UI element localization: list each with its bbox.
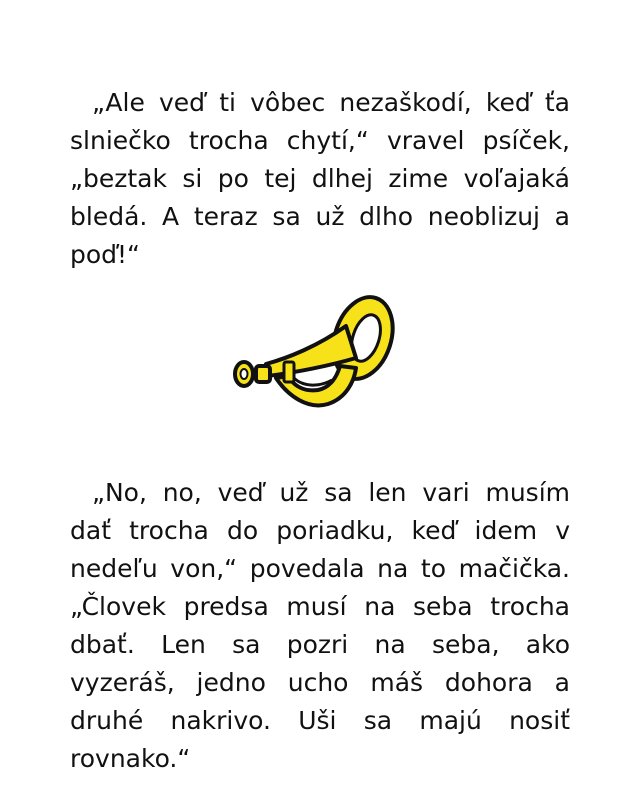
paragraph-2: „No, no, veď už sa len vari musím dať trocha do poriadku, keď idem v nedeľu von,“ povedala na to mačička. „Človek predsa musí na seba trocha dbať. Len sa pozri na seba, ako vyzeráš, jedno ucho máš dohora a druhé nakrivo. Uši sa majú nosiť rovnako.“ [70, 478, 570, 773]
horn-trumpet-icon [228, 286, 410, 426]
paragraph-1: „Ale veď ti vôbec nezaškodí, keď ťa slniečko trocha chytí,“ vravel psíček, „beztak si po tej dlhej zime voľajaká bledá. A teraz sa už dlho neoblizuj a poď!“ [70, 88, 570, 269]
